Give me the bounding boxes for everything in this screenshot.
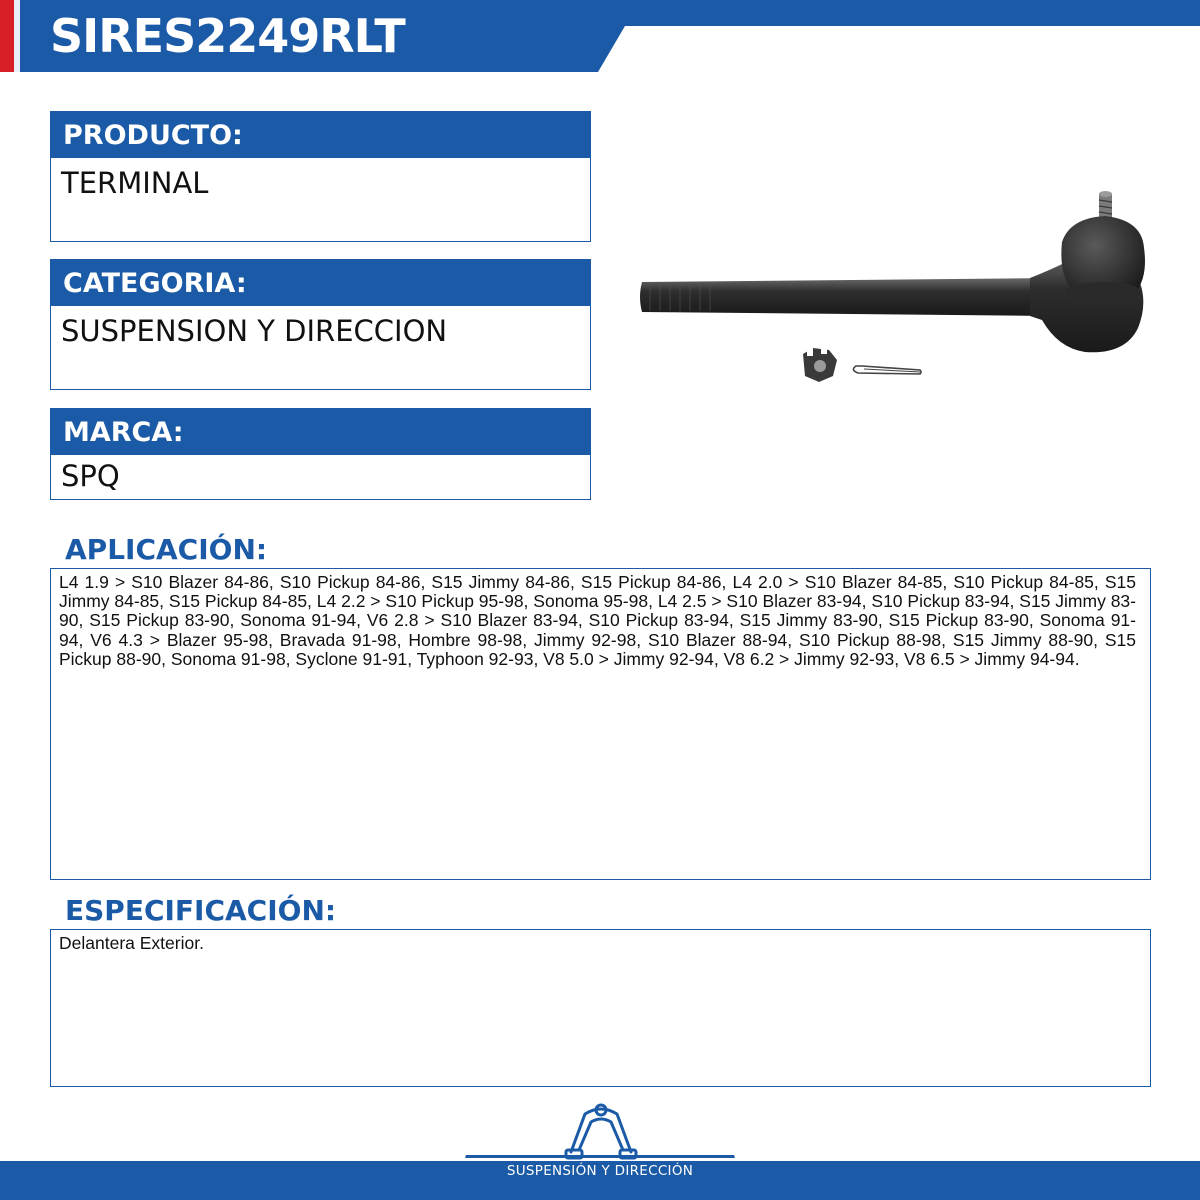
especificacion-title: ESPECIFICACIÓN:: [65, 894, 337, 927]
categoria-box: [50, 259, 591, 390]
categoria-label: CATEGORIA:: [51, 260, 590, 306]
aplicacion-text: L4 1.9 > S10 Blazer 84-86, S10 Pickup 84-86, S15 Jimmy 84-86, S15 Pickup 84-86, L4 2.0 > S10 Blazer 84-85, S10 Pickup 84-85, S15 Jimmy 84-85, S15 Pickup 84-85, L4 2.2 > S10 Pickup 95-98, Sonoma 95-98, L4 2.5 > S10 Blazer 83-94, S10 Pickup 83-94, S15 Jimmy 83-90, S15 Pickup 83-90, Sonoma 91-94, V6 2.8 > S10 Blazer 83-94, S10 Pickup 83-94, S15 Jimmy 83-90, S15 Pickup 83-90, Sonoma 91-94, V6 4.3 > Blazer 95-98, Bravada 91-98, Hombre 98-98, Jimmy 92-98, S10 Blazer 88-94, S10 Pickup 88-98, S15 Jimmy 88-90, S15 Pickup 88-90, Sonoma 91-98, Syclone 91-91, Typhoon 92-93, V8 5.0 > Jimmy 92-94, V8 6.2 > Jimmy 92-93, V8 6.5 > Jimmy 94-94.: [59, 572, 1136, 669]
marca-value: SPQ: [61, 459, 120, 493]
control-arm-icon: [563, 1100, 639, 1162]
especificacion-text: Delantera Exterior.: [59, 933, 204, 953]
categoria-value: SUSPENSION Y DIRECCION: [61, 314, 448, 348]
header-bar: [0, 0, 1200, 72]
producto-box: [50, 111, 591, 242]
marca-box: [50, 408, 591, 500]
marca-label: MARCA:: [51, 409, 590, 455]
aplicacion-title: APLICACIÓN:: [65, 533, 268, 566]
producto-value: TERMINAL: [61, 166, 209, 200]
aplicacion-box: [50, 568, 1151, 880]
product-sku-title: SIRES2249RLT: [50, 9, 405, 63]
tie-rod-end-image: [630, 180, 1150, 400]
footer-category-label: SUSPENSIÓN Y DIRECCIÓN: [506, 1163, 694, 1179]
especificacion-box: [50, 929, 1151, 1087]
producto-label: PRODUCTO:: [51, 112, 590, 158]
